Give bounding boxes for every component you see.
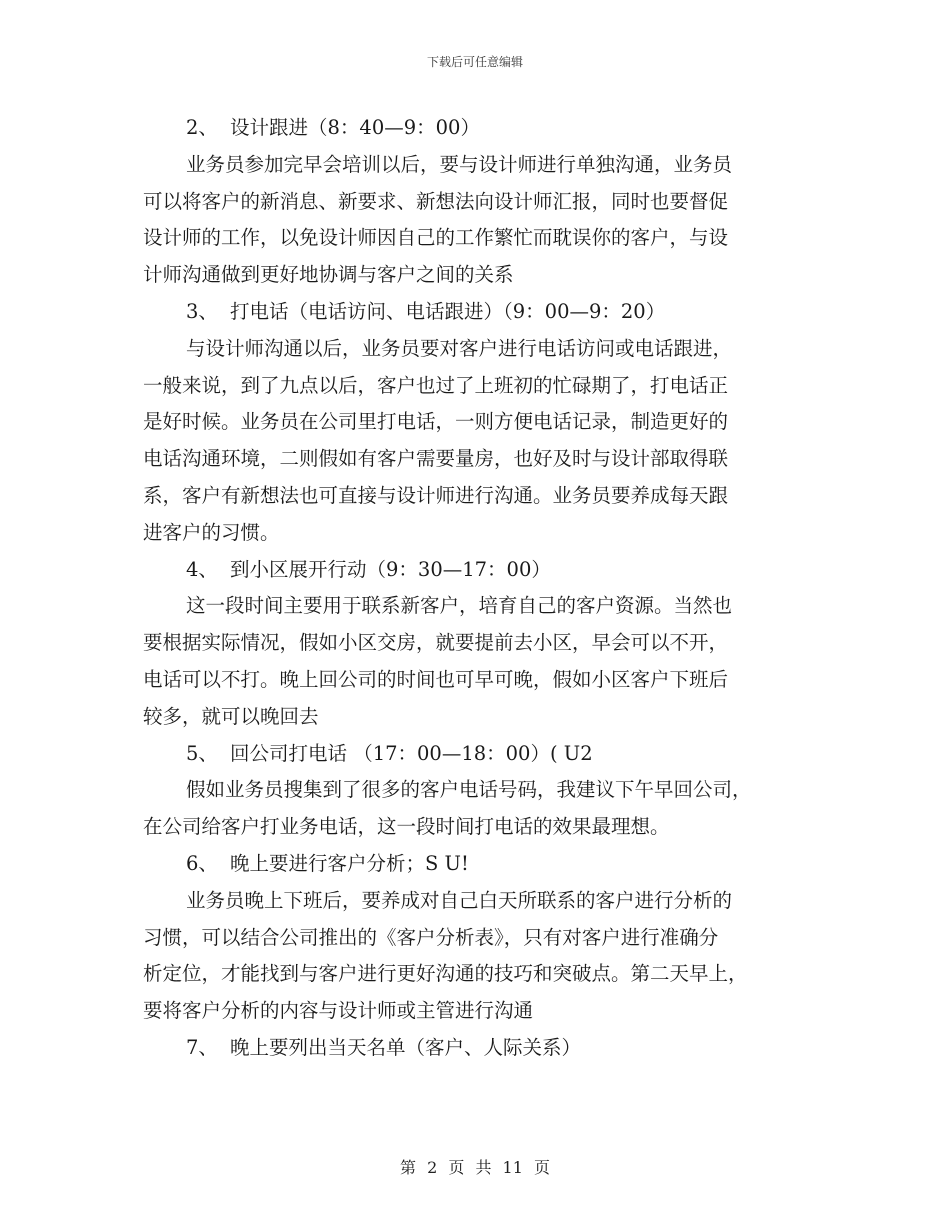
page-header: 下载后可任意编辑 bbox=[426, 55, 523, 69]
section-title: 打电话（电话访问、电话跟进）（9：00—9：20） bbox=[230, 299, 666, 323]
paragraph-line: 一般来说，到了九点以后，客户也过了上班初的忙碌期了，打电话正 bbox=[143, 373, 729, 397]
paragraph-line: 要根据实际情况，假如小区交房，就要提前去小区，早会可以不开， bbox=[143, 631, 729, 655]
paragraph-line: 计师沟通做到更好地协调与客户之间的关系 bbox=[143, 263, 514, 287]
section-heading bbox=[143, 110, 808, 147]
paragraph-line: 假如业务员搜集到了很多的客户电话号码，我建议下午早回公司， bbox=[186, 778, 752, 802]
paragraph-line: 与设计师沟通以后，业务员要对客户进行电话访问或电话跟进， bbox=[186, 336, 733, 360]
section-number: 4、 bbox=[186, 557, 218, 581]
section-number: 7、 bbox=[186, 1035, 218, 1059]
section-number: 5、 bbox=[186, 741, 218, 765]
section-heading bbox=[143, 846, 808, 883]
section-number: 2、 bbox=[186, 116, 218, 139]
page-number-footer: 第 2 页 共 11 页 bbox=[400, 1158, 550, 1177]
paragraph-line: 进客户的习惯。 bbox=[143, 520, 280, 544]
section-title: 回公司打电话 （17：00—18：00）( U2 bbox=[230, 741, 593, 765]
paragraph-line: 系，客户有新想法也可直接与设计师进行沟通。业务员要养成每天跟 bbox=[143, 483, 729, 507]
paragraph-line: 习惯，可以结合公司推出的《客户分析表》，只有对客户进行准确分 bbox=[143, 925, 719, 949]
section-number: 6、 bbox=[186, 851, 218, 875]
paragraph-line: 业务员参加完早会培训以后，要与设计师进行单独沟通，业务员 bbox=[186, 152, 733, 176]
section-title: 晚上要进行客户分析；S U! bbox=[230, 851, 469, 875]
section-heading bbox=[143, 1030, 808, 1067]
section-title: 到小区展开行动（9：30—17：00） bbox=[230, 557, 551, 581]
paragraph-line: 较多，就可以晚回去 bbox=[143, 704, 319, 728]
section-heading bbox=[143, 552, 808, 589]
paragraph-line: 在公司给客户打业务电话，这一段时间打电话的效果最理想。 bbox=[143, 815, 670, 839]
paragraph-line: 是好时候。业务员在公司里打电话，一则方便电话记录，制造更好的 bbox=[143, 410, 729, 434]
paragraph-line: 电话可以不打。晚上回公司的时间也可早可晚，假如小区客户下班后 bbox=[143, 667, 729, 691]
paragraph-line: 可以将客户的新消息、新要求、新想法向设计师汇报，同时也要督促 bbox=[143, 189, 729, 213]
document-body bbox=[143, 110, 808, 1067]
section-number: 3、 bbox=[186, 299, 218, 323]
paragraph-line: 这一段时间主要用于联系新客户，培育自己的客户资源。当然也 bbox=[186, 594, 733, 618]
paragraph-line: 要将客户分析的内容与设计师或主管进行沟通 bbox=[143, 999, 534, 1023]
section-heading bbox=[143, 736, 808, 773]
paragraph-line: 析定位，才能找到与客户进行更好沟通的技巧和突破点。第二天早上， bbox=[143, 962, 748, 986]
section-title: 晚上要列出当天名单（客户、人际关系） bbox=[230, 1035, 582, 1059]
paragraph-line: 业务员晚上下班后，要养成对自己白天所联系的客户进行分析的 bbox=[186, 888, 733, 912]
paragraph-line: 电话沟通环境，二则假如有客户需要量房，也好及时与设计部取得联 bbox=[143, 447, 729, 471]
section-heading bbox=[143, 294, 808, 331]
section-title: 设计跟进（8：40—9：00） bbox=[230, 116, 480, 139]
paragraph-line: 设计师的工作，以免设计师因自己的工作繁忙而耽误你的客户，与设 bbox=[143, 226, 729, 250]
